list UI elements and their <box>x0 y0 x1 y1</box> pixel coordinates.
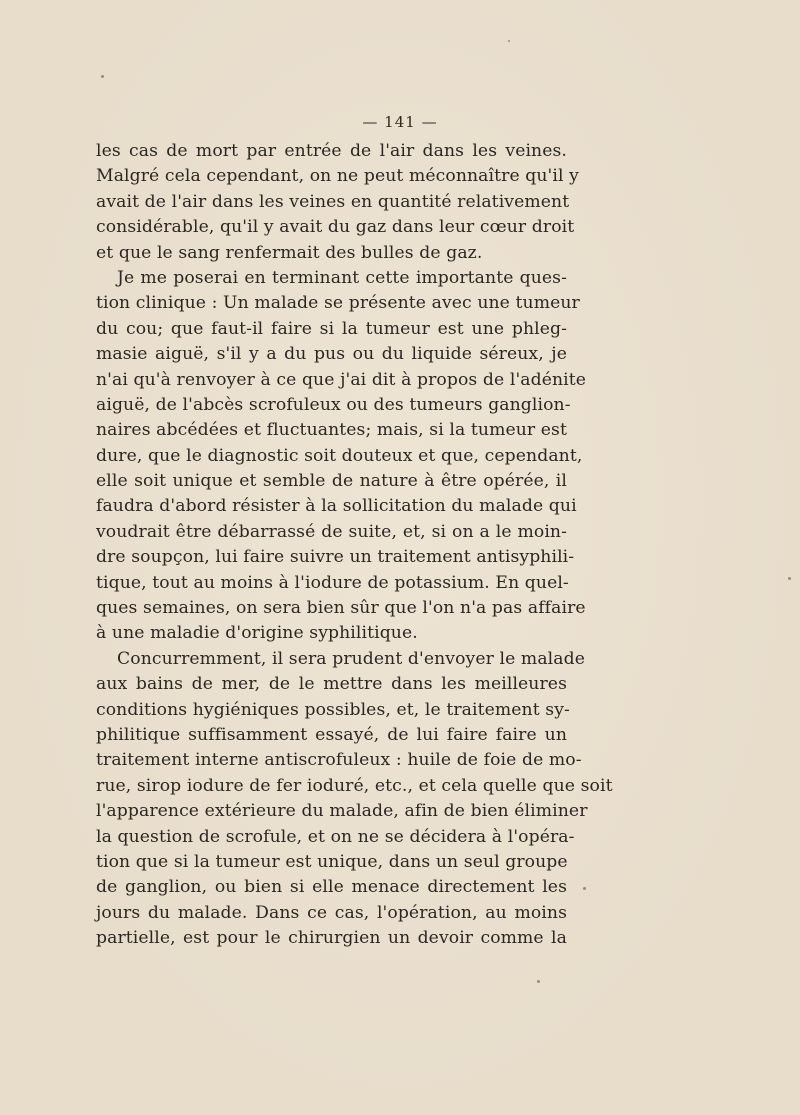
text-line: partielle, est pour le chirurgien un devoir comme la <box>96 928 567 949</box>
text-line: dure, que le diagnostic soit douteux et que, cependant, <box>96 445 583 466</box>
text-line: à une maladie d'origine syphilitique. <box>96 623 418 644</box>
text-line: rue, sirop iodure de fer ioduré, etc., et cela quelle que soit <box>96 775 613 796</box>
text-line: conditions hygiéniques possibles, et, le traitement sy- <box>96 699 570 720</box>
text-line: tion que si la tumeur est unique, dans un seul groupe <box>96 851 568 872</box>
text-line: n'ai qu'à renvoyer à ce que j'ai dit à propos de l'adénite <box>96 369 587 390</box>
text-line: les cas de mort par entrée de l'air dans les veines. <box>96 141 567 161</box>
text-line: considérable, qu'il y avait du gaz dans leur cœur droit <box>96 217 575 238</box>
text-line: de ganglion, ou bien si elle menace directement les <box>96 877 567 898</box>
text-line: aiguë, de l'abcès scrofuleux ou des tumeurs ganglion- <box>96 394 571 415</box>
text-line: Malgré cela cependant, on ne peut méconnaître qu'il y <box>96 166 579 187</box>
text-line: Je me poserai en terminant cette importante ques- <box>117 267 567 288</box>
text-line: traitement interne antiscrofuleux : huile de foie de mo- <box>96 750 582 771</box>
text-line: et que le sang renfermait des bulles de gaz. <box>96 242 483 263</box>
text-line: ques semaines, on sera bien sûr que l'on n'a pas affaire <box>96 598 586 619</box>
text-line: masie aiguë, s'il y a du pus ou du liquide séreux, je <box>96 344 567 365</box>
text-line: jours du malade. Dans ce cas, l'opération, au moins <box>96 902 567 923</box>
paper-speck <box>101 75 104 78</box>
text-line: naires abcédées et fluctuantes; mais, si la tumeur est <box>96 420 567 441</box>
text-line: voudrait être débarrassé de suite, et, si on a le moin- <box>96 521 567 542</box>
text-line: faudra d'abord résister à la sollicitation du malade qui <box>96 496 577 517</box>
text-line: dre soupçon, lui faire suivre un traitement antisyphili- <box>96 547 575 568</box>
page-number: — 141 — <box>362 113 438 131</box>
text-line: tion clinique : Un malade se présente avec une tumeur <box>96 293 580 314</box>
paper-speck <box>583 887 586 890</box>
paper-speck <box>788 577 791 580</box>
text-line: l'apparence extérieure du malade, afin de bien éliminer <box>96 801 588 822</box>
text-line: Concurremment, il sera prudent d'envoyer le malade <box>117 648 585 669</box>
text-line: avait de l'air dans les veines en quantité relativement <box>96 191 570 212</box>
text-line: philitique suffisamment essayé, de lui faire faire un <box>96 724 567 745</box>
text-line: la question de scrofule, et on ne se décidera à l'opéra- <box>96 826 575 847</box>
paper-speck <box>537 980 540 983</box>
text-line: du cou; que faut-il faire si la tumeur est une phleg- <box>96 318 567 339</box>
text-line: elle soit unique et semble de nature à être opérée, il <box>96 471 567 492</box>
text-line: tique, tout au moins à l'iodure de potassium. En quel- <box>96 572 569 593</box>
body-text <box>96 139 613 952</box>
paper-speck <box>508 40 510 42</box>
text-line: aux bains de mer, de le mettre dans les meilleures <box>96 674 567 695</box>
